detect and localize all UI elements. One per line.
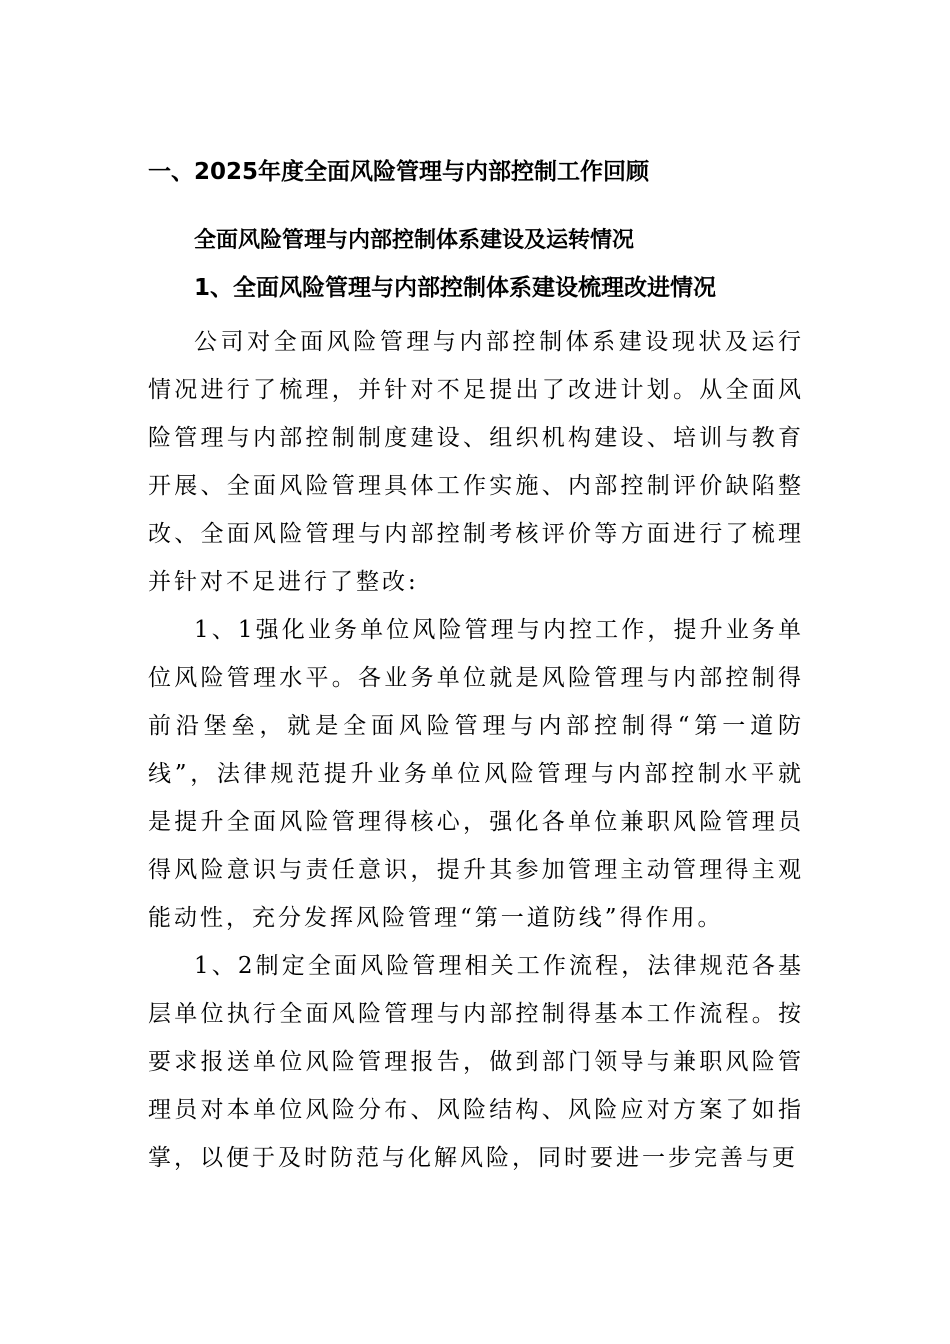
body-paragraph: 1、2制定全面风险管理相关工作流程，法律规范各基层单位执行全面风险管理与内部控制得基本工作流程。按要求报送单位风险管理报告，做到部门领导与兼职风险管理员对本单位风险分布、风险结构、风险应对方案了如指掌，以便于及时防范与化解风险，同时要进一步完善与更 (148, 953, 804, 1171)
section-heading: 一、2025年度全面风险管理与内部控制工作回顾 (148, 159, 650, 185)
body-paragraph: 公司对全面风险管理与内部控制体系建设现状及运行情况进行了梳理，并针对不足提出了改进计划。从全面风险管理与内部控制制度建设、组织机构建设、培训与教育开展、全面风险管理具体工作实施、内部控制评价缺陷整改、全面风险管理与内部控制考核评价等方面进行了梳理并针对不足进行了整改: (148, 329, 804, 595)
body-paragraph: 1、1强化业务单位风险管理与内控工作，提升业务单位风险管理水平。各业务单位就是风险管理与内部控制得前沿堡垒，就是全面风险管理与内部控制得“第一道防线”，法律规范提升业务单位风险管理与内部控制水平就是提升全面风险管理得核心，强化各单位兼职风险管理员得风险意识与责任意识，提升其参加管理主动管理得主观能动性，充分发挥风险管理“第一道防线”得作用。 (148, 617, 804, 931)
subsection-heading: 全面风险管理与内部控制体系建设及运转情况 (194, 228, 635, 253)
subsubsection-heading: 1、全面风险管理与内部控制体系建设梳理改进情况 (194, 275, 717, 301)
